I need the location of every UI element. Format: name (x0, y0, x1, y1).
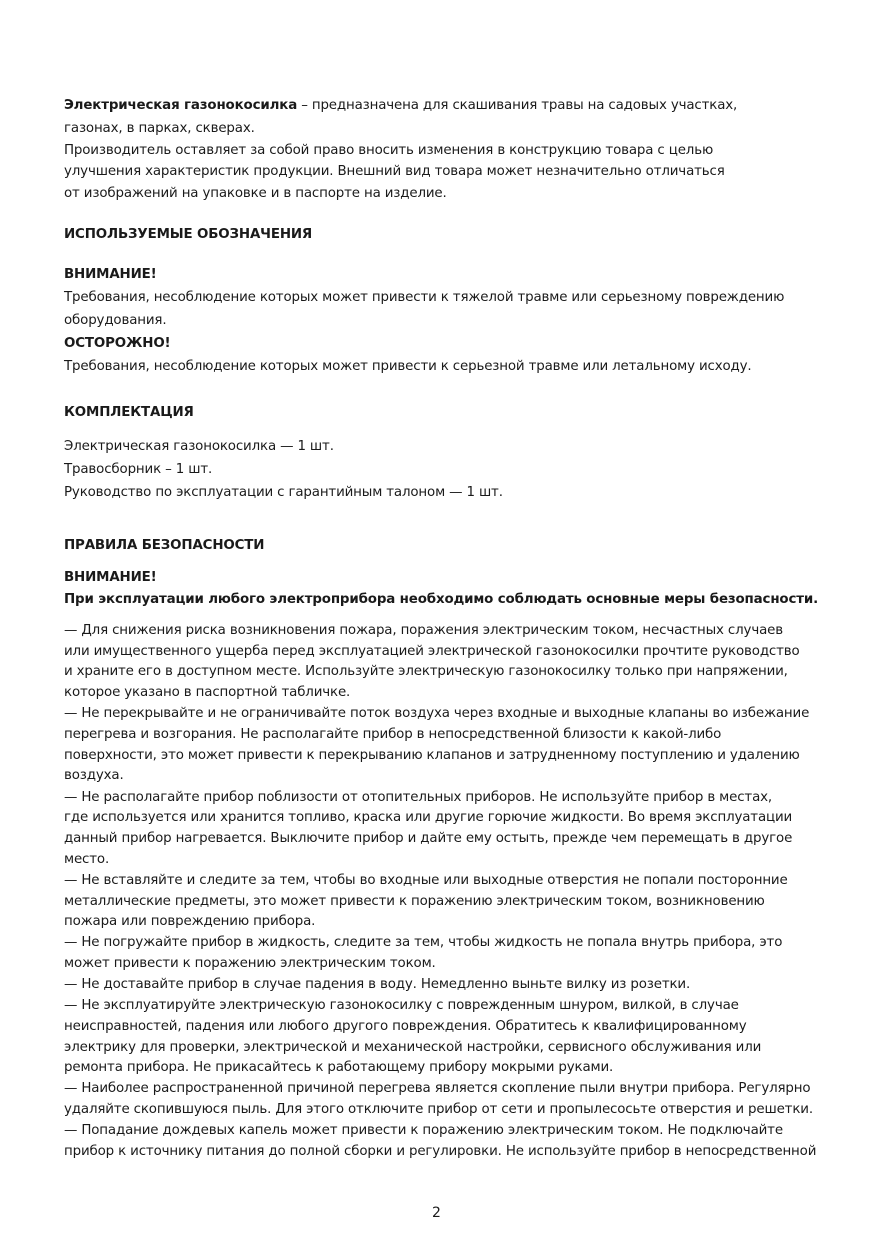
intro-line-5: от изображений на упаковке и в паспорте на изделие. (64, 186, 447, 201)
safety-line: воздуха. (64, 768, 124, 783)
symbols-attention-line-2: оборудования. (64, 313, 167, 328)
safety-line: электрику для проверки, электрической и механической настройки, сервисного обслуживания или (64, 1040, 762, 1055)
intro-line-2: газонах, в парках, скверах. (64, 121, 255, 136)
intro-line-1 (64, 98, 737, 114)
safety-line: — Не вставляйте и следите за тем, чтобы во входные или выходные отверстия не попали посторонние (64, 873, 788, 888)
safety-line: место. (64, 852, 110, 867)
safety-line: где используется или хранится топливо, краска или другие горючие жидкости. Во время эксплуатации (64, 810, 793, 825)
safety-line: металлические предметы, это может привести к поражению электрическим током, возникновению (64, 894, 765, 909)
safety-line: — Не доставайте прибор в случае падения в воду. Немедленно выньте вилку из розетки. (64, 977, 691, 992)
product-name: Электрическая газонокосилка (64, 98, 298, 113)
safety-line: неисправностей, падения или любого другого повреждения. Обратитесь к квалифицированному (64, 1019, 747, 1034)
symbols-attention-label: ВНИМАНИЕ! (64, 267, 157, 282)
package-item: Травосборник – 1 шт. (64, 462, 213, 477)
package-item: Электрическая газонокосилка — 1 шт. (64, 439, 334, 454)
safety-line: — Не погружайте прибор в жидкость, следите за тем, чтобы жидкость не попала внутрь прибора, это (64, 935, 783, 950)
safety-line: и храните его в доступном месте. Используйте электрическую газонокосилку только при напряжении, (64, 664, 788, 679)
package-item: Руководство по эксплуатации с гарантийным талоном — 1 шт. (64, 485, 503, 500)
safety-line: данный прибор нагревается. Выключите прибор и дайте ему остыть, прежде чем перемещать в другое (64, 831, 793, 846)
safety-heading: ПРАВИЛА БЕЗОПАСНОСТИ (64, 538, 265, 553)
safety-line: — Наиболее распространенной причиной перегрева является скопление пыли внутри прибора. Регулярно (64, 1081, 811, 1096)
safety-line: может привести к поражению электрическим током. (64, 956, 436, 971)
safety-line: прибор к источнику питания до полной сборки и регулировки. Не используйте прибор в непосредственной (64, 1144, 817, 1159)
symbols-heading: ИСПОЛЬЗУЕМЫЕ ОБОЗНАЧЕНИЯ (64, 227, 313, 242)
safety-line: — Не располагайте прибор поблизости от отопительных приборов. Не используйте прибор в местах, (64, 790, 773, 805)
safety-line: пожара или повреждению прибора. (64, 914, 316, 929)
safety-attention-label: ВНИМАНИЕ! (64, 570, 157, 585)
safety-line: ремонта прибора. Не прикасайтесь к работающему прибору мокрыми руками. (64, 1060, 614, 1075)
symbols-caution-label: ОСТОРОЖНО! (64, 336, 171, 351)
safety-line: поверхности, это может привести к перекрыванию клапанов и затрудненному поступлению и удалению (64, 748, 800, 763)
safety-line: удаляйте скопившуюся пыль. Для этого отключите прибор от сети и пропылесосьте отверстия и решетки. (64, 1102, 813, 1117)
intro-line-3: Производитель оставляет за собой право вносить изменения в конструкцию товара с целью (64, 143, 714, 158)
safety-line: — Попадание дождевых капель может привести к поражению электрическим током. Не подключайте (64, 1123, 783, 1138)
safety-line: которое указано в паспортной табличке. (64, 685, 351, 700)
safety-line: — Для снижения риска возникновения пожара, поражения электрическим током, несчастных случаев (64, 623, 783, 638)
symbols-attention-line-1: Требования, несоблюдение которых может привести к тяжелой травме или серьезному повреждению (64, 290, 785, 305)
safety-line: перегрева и возгорания. Не располагайте прибор в непосредственной близости к какой-либо (64, 727, 722, 742)
safety-line: — Не эксплуатируйте электрическую газонокосилку с поврежденным шнуром, вилкой, в случае (64, 998, 739, 1013)
safety-lead: При эксплуатации любого электроприбора необходимо соблюдать основные меры безопасности. (64, 592, 819, 607)
package-heading: КОМПЛЕКТАЦИЯ (64, 405, 194, 420)
safety-line: или имущественного ущерба перед эксплуатацией электрической газонокосилки прочтите руководство (64, 644, 800, 659)
page-number: 2 (432, 1205, 441, 1221)
symbols-caution-line-1: Требования, несоблюдение которых может привести к серьезной травме или летальному исходу. (64, 359, 752, 374)
intro-line-1-text: – предназначена для скашивания травы на садовых участках, (297, 98, 738, 113)
safety-line: — Не перекрывайте и не ограничивайте поток воздуха через входные и выходные клапаны во избежание (64, 706, 810, 721)
intro-line-4: улучшения характеристик продукции. Внешний вид товара может незначительно отличаться (64, 164, 725, 179)
